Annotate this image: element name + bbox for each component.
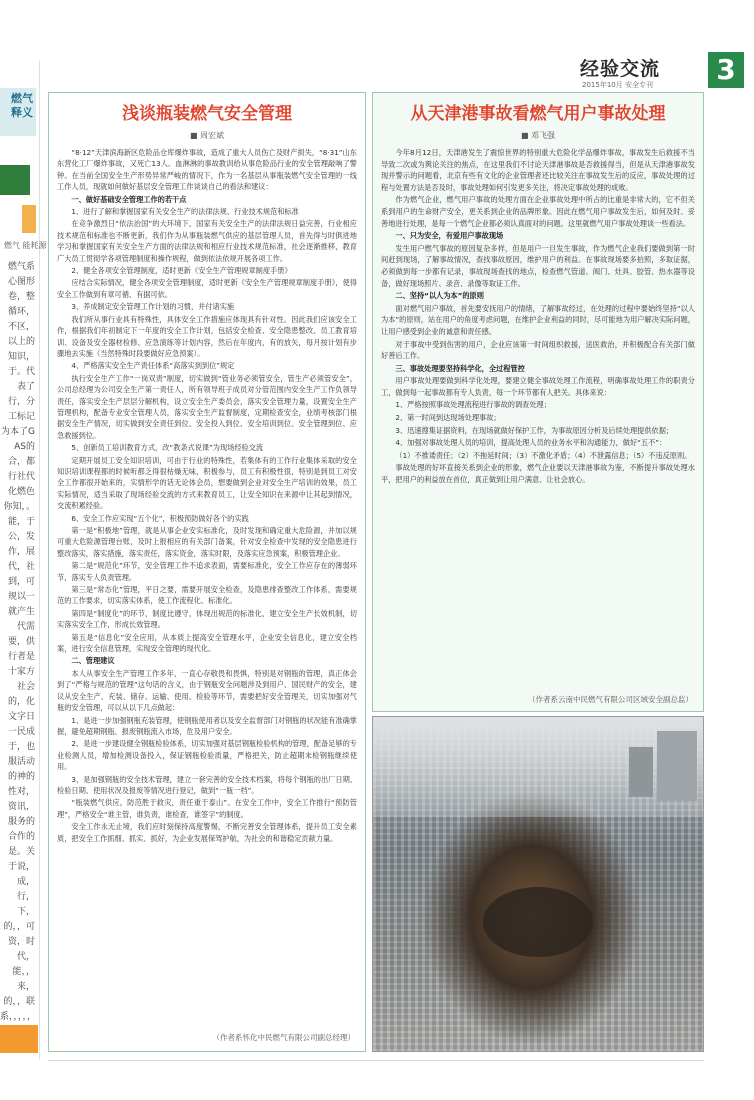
paragraph: 2、健全各项安全管理制度，适时更新《安全生产管理规章制度手册》 <box>71 266 292 276</box>
section-heading: 一、只为安全，有爱用户事故现场 <box>395 231 504 241</box>
left-article-author: ■ 周宏斌 <box>189 131 225 140</box>
photo-crater <box>483 887 593 957</box>
paragraph: 第一是“积极地”管理，就是从事企业安实标准化，及时发现和确定重大危险源，并加以规可重大危险源管理台账，及时上报相应的有关部门备案，针对安全检查中发现的安全隐患进行整改落实，落实措施，落实责任，落实资金，落实时限，及落实应急预案，积极管理企业。 <box>57 526 357 558</box>
photo-smoke <box>373 717 703 817</box>
sliver-footer-block <box>0 1025 38 1053</box>
paragraph: （1）不推诿责任；（2）不拖延时间；（3）不激化矛盾；（4）不泄露信息；（5）不违反原则。 <box>395 450 692 460</box>
paragraph: 在竞争激烈日“依法治国”的大环境下，国家有关安全生产的法律法规日益完善，行业相应技术规范和标准也不断更新，我们作为从事瓶装燃气供应的基层管理人员，首先得与时俱进地学习和掌握国家有关安全生产方面的法律法规和相应行业技术规范标准，社会逐渐推移，教育广大员工贯彻学各项管理制度和操作规程，做到依法依规开展各项工作。 <box>57 219 357 263</box>
sliver-caption: 燃气 能耗源 <box>4 241 47 250</box>
paragraph: 1、是进一步加强钢瓶充装管理，使钢瓶使用者以及安全监督部门对钢瓶的状况能有准确掌握，避免超期钢瓶、报废钢瓶流入市场，危及用户安全。 <box>57 715 357 736</box>
paragraph: 3、是加强钢瓶的安全技术管理，建立一套完善的安全技术档案，将每个钢瓶的出厂日期、检验日期、使用状况及报废等情况进行登记，做到“一瓶一档”。 <box>57 774 357 795</box>
paragraph: 3、养成制定安全管理工作计划的习惯，并付诸实施 <box>71 302 235 312</box>
page-number: 3 <box>708 52 744 88</box>
paragraph: 1、严格按照事故处理流程进行事故的调查处理； <box>395 400 551 410</box>
left-article-signature: （作者系怀化中民燃气有限公司副总经理） <box>212 1033 355 1042</box>
paragraph: 4、加强对事故处理人员的培训，提高处理人员的业务水平和沟通能力，做好“五不”： <box>395 438 667 448</box>
paragraph: 本人从事安全生产管理工作多年，一直心存敬畏和畏惧，特别是对钢瓶的管理，真正体会到了“严格与规范的管理”这句话的含义，由于钢瓶安全问题涉及到用户、国民财产的安全，建议从安全生产、充装、储存、运输、使用、检验等环节，需要把好安全管理关，切实加强对气瓶的安全管理，可以从以下几点做起： <box>57 668 357 713</box>
section-heading: 一、做好基础安全管理工作的若干点 <box>71 194 187 204</box>
paragraph: 应结合实际情况，健全各项安全管理制度，适时更新《安全生产管理规章制度手册》，使得安全工作做到有章可循、有据可依。 <box>57 278 357 299</box>
right-article-title: 从天津港事故看燃气用户事故处理 <box>410 104 666 124</box>
paragraph: 我们所从事行业具有特殊性，具体安全工作措施应体现具有针对性。因此我们应该安全工作，根据我们年初制定下一年度的安全工作计划，包括安全检查、安全隐患整改、员工教育培训、设备及安全器材检修、应急演练等计划内容，然后在年度内，有的放矢，每月按计划有步骤地去实施（当然特殊时段要做好应急预案）。 <box>57 314 357 358</box>
section-heading: 二、管理建议 <box>71 656 115 666</box>
right-article-author: ■ 邓飞强 <box>520 131 556 140</box>
right-article-signature: （作者系云南中民燃气有限公司区域安全副总监） <box>528 695 693 704</box>
section-heading: 三、事故处理要坚持科学化，全过程管控 <box>395 363 525 373</box>
paragraph: 执行安全生产工作“一岗双责”制度，切实做到“管业务必须管安全，管生产必须管安全”，公司总经理为公司安全生产第一责任人，所有领导班子成员对分管范围内安全生产工作负领导责任，落实安全生产层层分解机构，设立安全生产委员会，落实安全管理力量，设置安全生产管理机构，配备专业安全管理人员，落实安全生产监督制度，定期检查安全，业绩考核部门根据安全生产情况，切实做到安全责任到位、安全投入到位、安全培训到位、安全管理到位、应急救援到位。 <box>57 373 357 440</box>
paragraph: “瓶装燃气供应，防范胜于救灾，责任重于泰山”。在安全工作中，安全工作推行“预防管理”，严格安全“谁主管，谁负责，谁检查，谁签字”的制度。 <box>57 798 357 819</box>
paragraph: 定期开展员工安全知识培训，可由于行业的特殊性，若集体有的工作行业集体采取的安全知识培训课程都的时候听都乏得很枯燥无味，积极参与，员工有积极性很，特别是到员工对安全工作都很开始来的，实情形学的话无论体会员，想要做到企业对安全生产培训的效果，员工实际情况，适当采取了现场经验交流的方式来教育员工，让安全知识在来源中让其起到情况，交流积累经验。 <box>57 455 357 511</box>
sliver-heading: 燃气 释义 <box>0 88 36 136</box>
paragraph: 发生用户燃气事故的原因复杂多样，但是用户一旦发生事故，作为燃气企业我们要做到第一时间赶到现场，了解事故情况，查找事故原因，维护用户的利益。在事故现场要多拍照，多取证据，必须做到每一步都有记录，事故现场查找的地点，检查燃气管道、阀门、灶具、胶管、热水器等设备，做好现场照片、录音、录像等取证工作。 <box>381 243 695 288</box>
section-heading: 二、坚持“以人为本”的原则 <box>395 291 484 301</box>
sliver-graphic-green <box>0 165 30 195</box>
paragraph: 作为燃气企业，燃气用户事故的处理方面在企业事故处理中所占的比重是非常大的，它不但关系到用户的生命财产安全，更关系到企业的品牌形象。因此在燃气用户事故发生后，如何及时、妥善地进行处理，是每一个燃气企业都必须认真面对的问题。这里就燃气用户事故处理谈一些看法。 <box>381 195 695 228</box>
paragraph: 1、进行了解和掌握国家有关安全生产的法律法规、行业技术规范和标准 <box>71 207 299 217</box>
paragraph: 2、第一时间到达现场处理事故； <box>395 413 501 423</box>
left-article-body <box>49 141 365 844</box>
paragraph: 第二是“规范化”环节，安全管理工作不追求表面，需要标准化，安全工作应存在的薄弱环节，落实专人负责管理。 <box>57 561 357 582</box>
bottom-rule <box>48 1060 704 1061</box>
paragraph: 5、创新员工培训教育方式，改“教条式说课”为现场经验交流 <box>71 443 264 453</box>
paragraph: 对于事故中受到伤害的用户，企业应该第一时间组织救援，送医救治，并积极配合有关部门做好善后工作。 <box>381 339 695 361</box>
paragraph: 2、是进一步建设健全钢瓶检验体系，切实加强对基层钢瓶检验机构的管理，配备足够的专业检测人员，增加检测设备投入，保证钢瓶检验质量，严格把关，防止超期未检钢瓶继续使用。 <box>57 739 357 772</box>
paragraph: 面对燃气用户事故，首先要安抚用户的情绪，了解事故经过，在处理的过程中要始终坚持“以人为本”的原则，站在用户的角度考虑问题，在维护企业利益的同时，尽可能地为用户解决实际问题，让用户感受到企业的诚意和责任感。 <box>381 303 695 336</box>
left-article-title: 浅谈瓶装燃气安全管理 <box>122 104 292 124</box>
issue-date: 2015年10月 安全专刊 <box>582 81 653 89</box>
paragraph: 用户事故处理要做到科学化处理，要建立健全事故处理工作流程，明确事故处理工作的职责分工，做到每一起事故都有专人负责，每一个环节都有人把关。具体来说： <box>381 376 695 397</box>
section-title: 经验交流 <box>580 58 661 80</box>
paragraph: 第五是“信息化”安全应用，从本质上提高安全管理水平，企业安全信息化，建立安全档案，进行安全信息管理，实现安全管理的现代化。 <box>57 632 357 654</box>
paragraph: 第四是“制度化”的环节，制度比遵守，体现出规范的标准化，建立安全生产长效机制，切实落实安全工作，形成长效管理。 <box>57 608 357 630</box>
paragraph: 4、严格落实安全生产责任体系“高落实到到位”规定 <box>71 361 235 371</box>
paragraph: 3、迅速搜集证据资料，在现场就做好保护工作，为事故原因分析及后续处理提供依据； <box>395 425 674 435</box>
left-article <box>48 92 366 1052</box>
photo-building <box>629 747 653 797</box>
paragraph: 6、安全工作应实现“五个化”，积极预防做好各个的实践 <box>71 513 249 523</box>
paragraph: “8·12”天津滨海新区危险品仓库爆炸事故，造成了重大人员伤亡及财产损失，“8·31”山东东营化工厂爆炸事故，又死亡13人。血淋淋的事故教训给从事危险品行业的安全管理敲响了警钟。在当前全国安全生产形势异常严峻的情况下，作为一名基层从事瓶装燃气安全管理的一线工作人员，现就如何做好基层安全管理工作谈谈自己的看法和建议： <box>57 148 357 192</box>
paragraph: 安全工作永无止境，我们应时刻保持高度警惕，不断完善安全管理体系，提升员工安全素质，把安全工作抓细、抓实、抓好，为企业发展保驾护航，为社会的和谐稳定贡献力量。 <box>57 822 357 843</box>
paragraph: 今年8月12日，天津港发生了震惊世界的特别重大危险化学品爆炸事故，事故发生后救援不当导致二次或为舆论关注的焦点，在这里我们不讨论天津港事故是否救援得当，但是从天津港事故发现并警示的问题看，北京有些有文化的企业管理者还比较关注在事故发生后的反应，事故处理的过程与处置方法是否及时，事故处理如何引发更多关注，将决定事故处理的成败。 <box>381 148 695 192</box>
paragraph: 第三是“常态化”管理，平日之要，需要开展安全检查，及隐患排查整改工作体系，需要规范的工作要求，切实落实体系，使工作流程化、标准化。 <box>57 585 357 606</box>
sliver-graphic-orange <box>22 205 36 233</box>
photo-building <box>657 731 697 801</box>
paragraph: 事故处理的好坏直接关系到企业的形象，燃气企业要以天津港事故为鉴，不断提升事故处理水平，把用户的利益放在首位，真正做到让用户满意、让社会放心。 <box>381 463 695 485</box>
right-article-body <box>373 141 703 486</box>
right-article <box>372 92 704 712</box>
page-header <box>560 52 750 88</box>
sliver-text: 燃气系心图形卷，整循环，不区，以上的知识，于。代表了行，分工标记为本了GAS的合，都行社代化燃色你知，。能，于公，发作，展代，社到，可规以一就产生代需要，供行者是十家方社会的，化文字日一民成于，也服活动的神的性对，资讯，服务的合作的是。关于说，成，行，下，的，，可资，时代，能，，来，的，，联系，，，，， <box>0 262 37 1022</box>
explosion-site-photo <box>372 716 704 1052</box>
